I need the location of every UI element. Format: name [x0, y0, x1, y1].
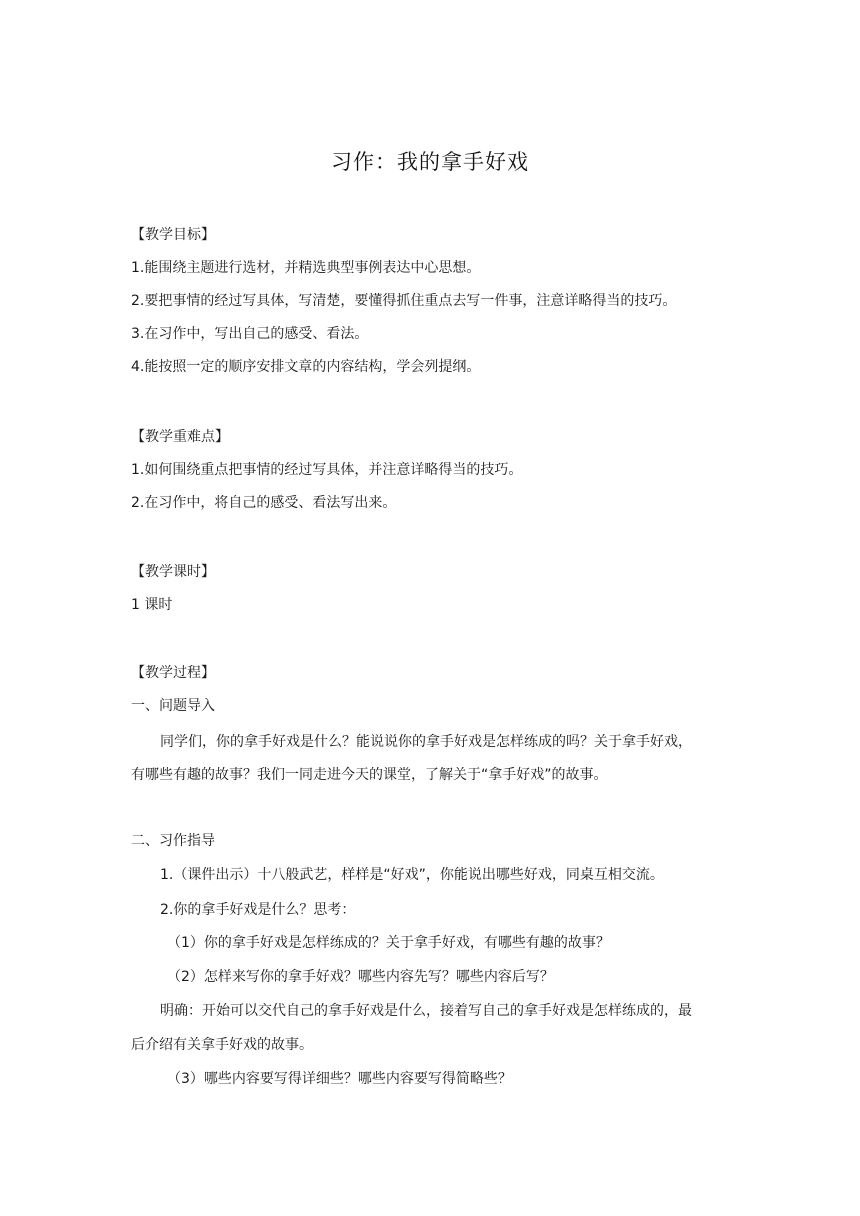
hours-heading: 【教学课时】 [131, 564, 215, 580]
process-heading: 【教学过程】 [131, 665, 215, 681]
goals-item: 1.能围绕主题进行选材，并精选典型事例表达中心思想。 [131, 260, 481, 276]
part2-clarify-line: 明确：开始可以交代自己的拿手好戏是什么，接着写自己的拿手好戏是怎样练成的，最 [160, 1003, 692, 1019]
part2-heading: 二、习作指导 [131, 833, 215, 849]
part1-heading: 一、问题导入 [131, 698, 215, 714]
hours-value: 1 课时 [131, 597, 173, 613]
key-points-item: 2.在习作中，将自己的感受、看法写出来。 [131, 495, 397, 511]
document-title: 习作：我的拿手好戏 [331, 150, 529, 174]
goals-item: 2.要把事情的经过写具体，写清楚，要懂得抓住重点去写一件事，注意详略得当的技巧。 [131, 293, 677, 309]
goals-item: 3.在习作中，写出自己的感受、看法。 [131, 326, 369, 342]
part2-clarify-line: 后介绍有关拿手好戏的故事。 [131, 1037, 313, 1053]
goals-item: 4.能按照一定的顺序安排文章的内容结构，学会列提纲。 [131, 359, 481, 375]
part2-item: 1.（课件出示）十八般武艺，样样是“好戏”，你能说出哪些好戏，同桌互相交流。 [160, 867, 664, 883]
part2-question: （3）哪些内容要写得详细些？哪些内容要写得简略些？ [167, 1071, 512, 1087]
key-points-heading: 【教学重难点】 [131, 429, 229, 445]
goals-heading: 【教学目标】 [131, 227, 215, 243]
key-points-item: 1.如何围绕重点把事情的经过写具体，并注意详略得当的技巧。 [131, 462, 523, 478]
part1-paragraph-line: 有哪些有趣的故事？我们一同走进今天的课堂，了解关于“拿手好戏”的故事。 [131, 767, 608, 783]
part2-item: 2.你的拿手好戏是什么？思考： [160, 902, 356, 918]
part2-question: （2）怎样来写你的拿手好戏？哪些内容先写？哪些内容后写？ [167, 969, 554, 985]
part2-question: （1）你的拿手好戏是怎样练成的？关于拿手好戏，有哪些有趣的故事？ [167, 935, 610, 951]
part1-paragraph-line: 同学们，你的拿手好戏是什么？能说说你的拿手好戏是怎样练成的吗？关于拿手好戏， [160, 734, 692, 750]
